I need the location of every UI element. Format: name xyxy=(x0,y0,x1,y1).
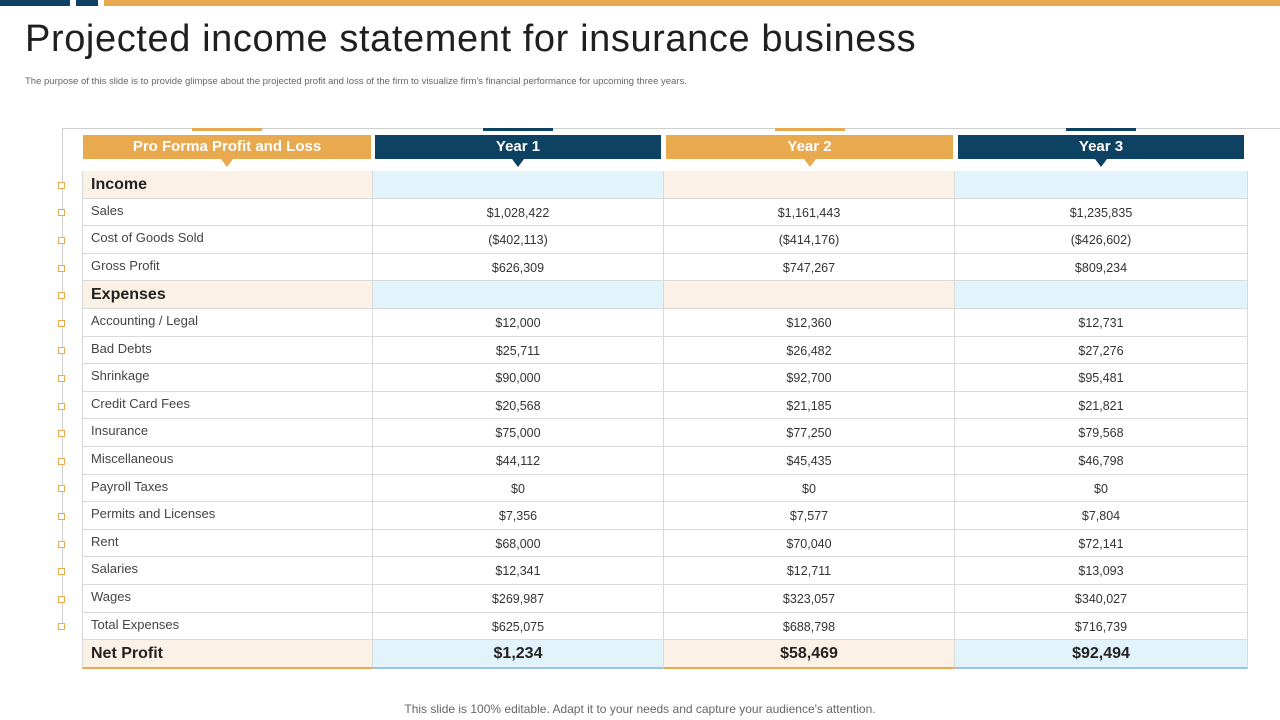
bullet-square-icon xyxy=(58,458,65,465)
top-accent-bar xyxy=(0,0,1280,6)
year-3-value: ($426,602) xyxy=(955,226,1248,254)
section-row xyxy=(82,171,1248,199)
table-row xyxy=(82,502,1248,530)
table-row xyxy=(82,254,1248,282)
row-label: Net Profit xyxy=(82,640,373,669)
year-2-value: $77,250 xyxy=(664,419,955,447)
year-3-value: $95,481 xyxy=(955,364,1248,392)
year-3-value xyxy=(955,171,1248,199)
row-label: Gross Profit xyxy=(82,254,373,282)
header-tab xyxy=(192,128,262,131)
net-profit-row xyxy=(82,640,1248,669)
header-tab xyxy=(483,128,553,131)
year-2-value xyxy=(664,281,955,309)
table-row xyxy=(82,337,1248,365)
year-1-value: $75,000 xyxy=(373,419,664,447)
year-1-value: $1,028,422 xyxy=(373,199,664,227)
bullet-square-icon xyxy=(58,430,65,437)
year-2-value: $0 xyxy=(664,475,955,503)
bullet-square-icon xyxy=(58,320,65,327)
column-header-label: Year 1 xyxy=(495,138,541,155)
row-label: Expenses xyxy=(82,281,373,309)
year-1-value xyxy=(373,281,664,309)
header-tab xyxy=(775,128,845,131)
year-1-value: $269,987 xyxy=(373,585,664,613)
bullet-square-icon xyxy=(58,485,65,492)
column-header-year-1 xyxy=(375,135,661,159)
row-label: Permits and Licenses xyxy=(82,502,373,530)
year-3-value: $72,141 xyxy=(955,530,1248,558)
column-header-label: Pro Forma Profit and Loss xyxy=(132,138,322,155)
bullet-square-icon xyxy=(58,182,65,189)
page-title: Projected income statement for insurance business xyxy=(25,18,917,60)
column-header-label: Year 3 xyxy=(1078,138,1124,155)
year-3-value: $0 xyxy=(955,475,1248,503)
year-3-value: $46,798 xyxy=(955,447,1248,475)
table-row xyxy=(82,309,1248,337)
year-3-value: $809,234 xyxy=(955,254,1248,282)
year-1-value: $25,711 xyxy=(373,337,664,365)
row-label: Cost of Goods Sold xyxy=(82,226,373,254)
year-2-value: $688,798 xyxy=(664,613,955,641)
year-1-value: $68,000 xyxy=(373,530,664,558)
year-2-value: $12,360 xyxy=(664,309,955,337)
bullet-square-icon xyxy=(58,237,65,244)
row-label: Income xyxy=(82,171,373,199)
bullet-square-icon xyxy=(58,347,65,354)
year-3-value xyxy=(955,281,1248,309)
bullet-square-icon xyxy=(58,568,65,575)
table-row xyxy=(82,585,1248,613)
year-3-value: $716,739 xyxy=(955,613,1248,641)
table-row xyxy=(82,226,1248,254)
table-row xyxy=(82,364,1248,392)
footer-note: This slide is 100% editable. Adapt it to your needs and capture your audience's attention. xyxy=(404,702,876,716)
year-2-value: $12,711 xyxy=(664,557,955,585)
year-2-value: $1,161,443 xyxy=(664,199,955,227)
bullet-square-icon xyxy=(58,292,65,299)
table-row xyxy=(82,557,1248,585)
row-label: Bad Debts xyxy=(82,337,373,365)
down-arrow-icon xyxy=(221,159,233,167)
year-2-value xyxy=(664,171,955,199)
accent-segment xyxy=(76,0,98,6)
year-3-value: $1,235,835 xyxy=(955,199,1248,227)
year-2-value: $7,577 xyxy=(664,502,955,530)
year-1-value: $626,309 xyxy=(373,254,664,282)
table-row xyxy=(82,475,1248,503)
year-3-value: $21,821 xyxy=(955,392,1248,420)
year-2-value: $26,482 xyxy=(664,337,955,365)
table-row xyxy=(82,447,1248,475)
year-3-value: $7,804 xyxy=(955,502,1248,530)
year-1-value: $44,112 xyxy=(373,447,664,475)
accent-segment xyxy=(104,0,1280,6)
down-arrow-icon xyxy=(512,159,524,167)
column-header-pro-forma xyxy=(83,135,371,159)
year-2-value: $21,185 xyxy=(664,392,955,420)
year-1-value: $1,234 xyxy=(373,640,664,669)
bullet-square-icon xyxy=(58,265,65,272)
table-row xyxy=(82,530,1248,558)
bullet-square-icon xyxy=(58,403,65,410)
column-header-year-3 xyxy=(958,135,1244,159)
year-3-value: $92,494 xyxy=(955,640,1248,669)
down-arrow-icon xyxy=(1095,159,1107,167)
bullet-square-icon xyxy=(58,541,65,548)
year-2-value: $58,469 xyxy=(664,640,955,669)
row-label: Rent xyxy=(82,530,373,558)
column-header-label: Year 2 xyxy=(787,138,832,155)
year-2-value: $92,700 xyxy=(664,364,955,392)
year-1-value: $12,000 xyxy=(373,309,664,337)
bullet-square-icon xyxy=(58,513,65,520)
row-label: Accounting / Legal xyxy=(82,309,373,337)
year-3-value: $27,276 xyxy=(955,337,1248,365)
year-2-value: $70,040 xyxy=(664,530,955,558)
accent-segment xyxy=(0,0,70,6)
bullet-square-icon xyxy=(58,209,65,216)
year-3-value: $340,027 xyxy=(955,585,1248,613)
column-header-year-2 xyxy=(666,135,953,159)
year-1-value xyxy=(373,171,664,199)
table-row xyxy=(82,199,1248,227)
year-3-value: $79,568 xyxy=(955,419,1248,447)
row-label: Insurance xyxy=(82,419,373,447)
year-1-value: $625,075 xyxy=(373,613,664,641)
bullet-square-icon xyxy=(58,596,65,603)
table-row xyxy=(82,392,1248,420)
table-row xyxy=(82,613,1248,641)
table-row xyxy=(82,419,1248,447)
year-1-value: $12,341 xyxy=(373,557,664,585)
row-label: Sales xyxy=(82,199,373,227)
page-subtitle: The purpose of this slide is to provide glimpse about the projected profit and loss of the firm to visualize firm's financial performance for upcoming three years. xyxy=(25,76,687,87)
year-1-value: $90,000 xyxy=(373,364,664,392)
year-1-value: $0 xyxy=(373,475,664,503)
year-2-value: $747,267 xyxy=(664,254,955,282)
year-2-value: ($414,176) xyxy=(664,226,955,254)
section-row xyxy=(82,281,1248,309)
row-label: Miscellaneous xyxy=(82,447,373,475)
row-label: Wages xyxy=(82,585,373,613)
year-1-value: ($402,113) xyxy=(373,226,664,254)
row-label: Payroll Taxes xyxy=(82,475,373,503)
year-2-value: $323,057 xyxy=(664,585,955,613)
row-label: Total Expenses xyxy=(82,613,373,641)
down-arrow-icon xyxy=(804,159,816,167)
year-3-value: $12,731 xyxy=(955,309,1248,337)
header-tab xyxy=(1066,128,1136,131)
row-label: Credit Card Fees xyxy=(82,392,373,420)
year-2-value: $45,435 xyxy=(664,447,955,475)
bullet-square-icon xyxy=(58,375,65,382)
year-1-value: $7,356 xyxy=(373,502,664,530)
row-label: Salaries xyxy=(82,557,373,585)
year-1-value: $20,568 xyxy=(373,392,664,420)
year-3-value: $13,093 xyxy=(955,557,1248,585)
row-label: Shrinkage xyxy=(82,364,373,392)
bullet-square-icon xyxy=(58,623,65,630)
